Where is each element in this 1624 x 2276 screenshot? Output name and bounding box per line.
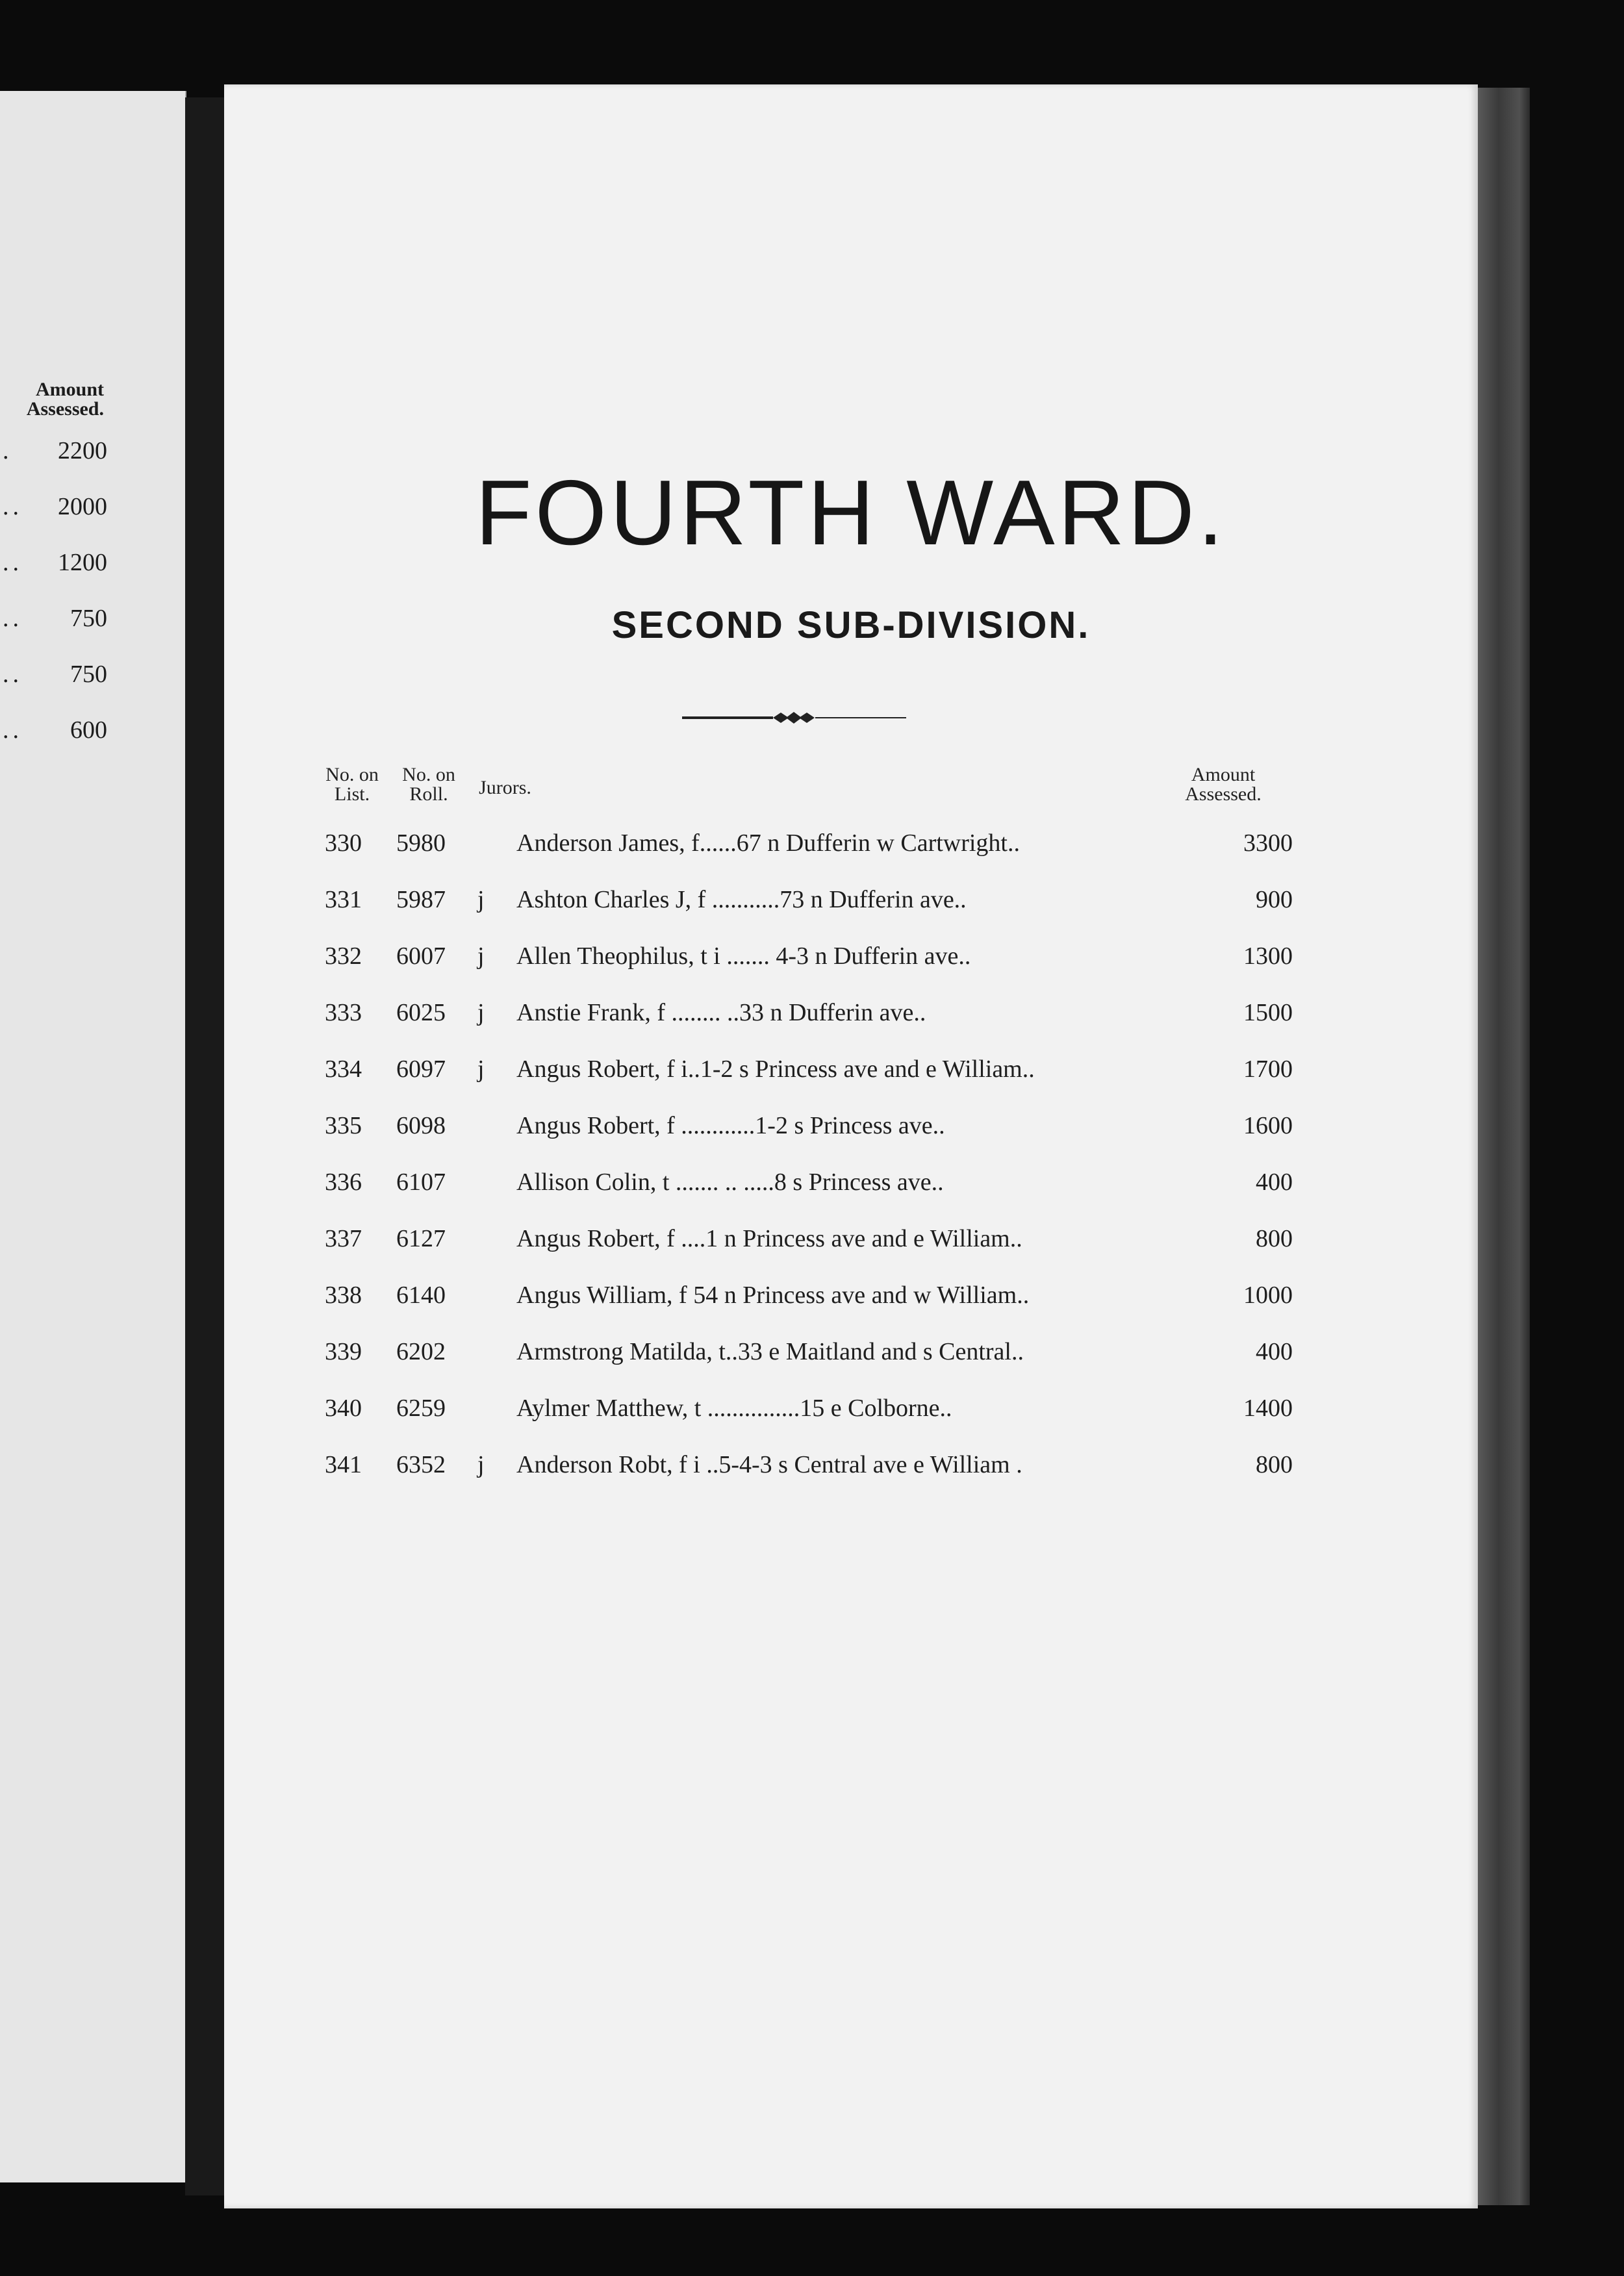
amount-assessed: 400 — [1256, 1338, 1293, 1365]
list-number: 334 — [325, 1056, 362, 1083]
entry-description: Angus Robert, f ....1 n Princess ave and e William.. — [516, 1225, 1022, 1252]
list-number: 341 — [325, 1451, 362, 1478]
table-row — [305, 1154, 1293, 1211]
table-row — [305, 1267, 1293, 1324]
table-row — [305, 1211, 1293, 1267]
table-row — [305, 928, 1293, 985]
left-amount-list — [0, 436, 107, 772]
header-no-on-roll: No. on Roll. — [402, 764, 455, 805]
table-row — [305, 985, 1293, 1041]
roll-number: 5980 — [396, 829, 446, 857]
table-row — [305, 1098, 1293, 1154]
list-number: 337 — [325, 1225, 362, 1252]
header-no-on-list: No. on List. — [325, 764, 379, 805]
roll-number: 6140 — [396, 1282, 446, 1309]
entry-description: Allen Theophilus, t i ....... 4-3 n Dufferin ave.. — [516, 942, 971, 970]
juror-mark: j — [477, 886, 485, 913]
table-row — [305, 1041, 1293, 1098]
juror-mark: j — [477, 999, 485, 1026]
amount-assessed: 800 — [1256, 1225, 1293, 1252]
roll-number: 6202 — [396, 1338, 446, 1365]
entry-description: Anstie Frank, f ........ ..33 n Dufferin ave.. — [516, 999, 926, 1026]
left-amount-header: Amount Assessed. — [26, 379, 104, 420]
left-amount: 2000 — [58, 493, 107, 520]
amount-assessed: 1500 — [1243, 999, 1293, 1026]
list-number: 336 — [325, 1169, 362, 1196]
juror-table — [305, 815, 1293, 1493]
roll-number: 6127 — [396, 1225, 446, 1252]
list-number: 339 — [325, 1338, 362, 1365]
juror-mark: j — [477, 1056, 485, 1083]
roll-number: 6107 — [396, 1169, 446, 1196]
amount-assessed: 900 — [1256, 886, 1293, 913]
list-number: 335 — [325, 1112, 362, 1139]
left-amount-row: .. 600 — [0, 716, 107, 772]
list-number: 330 — [325, 829, 362, 857]
table-row — [305, 1437, 1293, 1493]
book-gutter — [185, 97, 224, 2195]
amount-assessed: 800 — [1256, 1451, 1293, 1478]
page-subtitle: SECOND SUB-DIVISION. — [611, 604, 1091, 646]
roll-number: 6098 — [396, 1112, 446, 1139]
roll-number: 6007 — [396, 942, 446, 970]
roll-number: 6025 — [396, 999, 446, 1026]
table-row — [305, 872, 1293, 928]
entry-description: Angus Robert, f ............1-2 s Princess ave.. — [516, 1112, 945, 1139]
amount-assessed: 1400 — [1243, 1395, 1293, 1422]
entry-description: Anderson Robt, f i ..5-4-3 s Central ave e William . — [516, 1451, 1022, 1478]
table-row — [305, 815, 1293, 872]
left-amount-row: .. 1200 — [0, 548, 107, 604]
amount-assessed: 1600 — [1243, 1112, 1293, 1139]
left-amount-row: .. 2000 — [0, 492, 107, 548]
list-number: 333 — [325, 999, 362, 1026]
left-amount: 750 — [70, 661, 107, 688]
left-amount: 600 — [70, 716, 107, 744]
page-title: FOURTH WARD. — [475, 461, 1227, 564]
entry-description: Angus Robert, f i..1-2 s Princess ave and e William.. — [516, 1056, 1035, 1083]
list-number: 338 — [325, 1282, 362, 1309]
amount-assessed: 400 — [1256, 1169, 1293, 1196]
left-amount-row: .. 750 — [0, 660, 107, 716]
juror-mark: j — [477, 942, 485, 970]
amount-assessed: 1700 — [1243, 1056, 1293, 1083]
roll-number: 6259 — [396, 1395, 446, 1422]
ornament-divider — [682, 707, 906, 729]
header-jurors: Jurors. — [479, 777, 531, 798]
left-amount-row: .. 750 — [0, 604, 107, 660]
entry-description: Allison Colin, t ....... .. .....8 s Princess ave.. — [516, 1169, 944, 1196]
page-edge — [1478, 88, 1530, 2205]
table-row — [305, 1324, 1293, 1380]
list-number: 340 — [325, 1395, 362, 1422]
juror-mark: j — [477, 1451, 485, 1478]
entry-description: Ashton Charles J, f ...........73 n Dufferin ave.. — [516, 886, 967, 913]
left-amount: 750 — [70, 605, 107, 632]
entry-description: Aylmer Matthew, t ...............15 e Colborne.. — [516, 1395, 952, 1422]
header-amount-assessed: Amount Assessed. — [1185, 764, 1262, 805]
roll-number: 6097 — [396, 1056, 446, 1083]
amount-assessed: 3300 — [1243, 829, 1293, 857]
list-number: 331 — [325, 886, 362, 913]
entry-description: Armstrong Matilda, t..33 e Maitland and s Central.. — [516, 1338, 1024, 1365]
left-amount: 1200 — [58, 549, 107, 576]
left-amount-row: . 2200 — [0, 436, 107, 492]
entry-description: Angus William, f 54 n Princess ave and w William.. — [516, 1282, 1030, 1309]
entry-description: Anderson James, f......67 n Dufferin w Cartwright.. — [516, 829, 1020, 857]
roll-number: 5987 — [396, 886, 446, 913]
list-number: 332 — [325, 942, 362, 970]
roll-number: 6352 — [396, 1451, 446, 1478]
amount-assessed: 1000 — [1243, 1282, 1293, 1309]
left-amount: 2200 — [58, 437, 107, 464]
amount-assessed: 1300 — [1243, 942, 1293, 970]
table-row — [305, 1380, 1293, 1437]
